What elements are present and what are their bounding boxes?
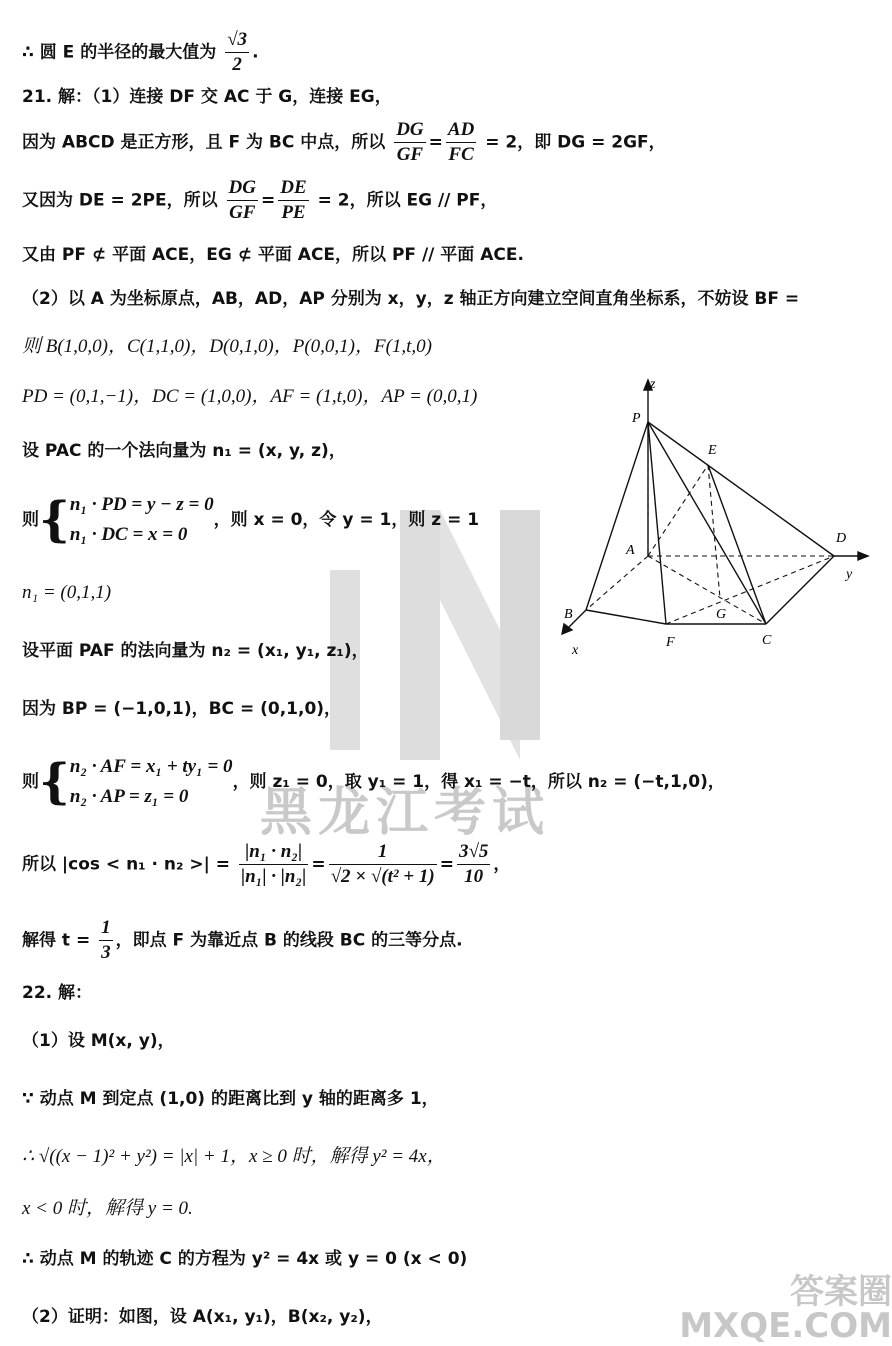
logo-line-2: MXQE.COM (679, 1306, 892, 1346)
line-normal-paf: 设平面 PAF 的法向量为 n₂ = (x₁, y₁, z₁)， (22, 641, 369, 661)
watermark-text: 黑龙江考试 (260, 782, 551, 843)
edge-pf (648, 422, 666, 624)
line-cosine: 所以 |cos < n₁ · n₂ >| = $\frac{\text{|n₁ · n₂|}}{\text{|n₁| · |n₂|}}$ = $\frac{1}{\text{√2 × √(t² + 1)}}$ = $\frac{3√5}{10}$ ， (22, 841, 511, 887)
line-de-2pe: 又因为 DE = 2PE，所以 $\frac{DG}{GF}$ = $\frac{DE}{PE}$ = 2，所以 EG // PF， (22, 177, 498, 223)
label-d: D (836, 531, 847, 546)
fraction: $\frac{√3}{2}$ (227, 29, 248, 75)
fraction: $\frac{DG}{GF}$ (228, 177, 256, 223)
edge-cd (766, 556, 834, 624)
edge-fd (666, 556, 834, 624)
label-e: E (708, 443, 717, 458)
line-vectors: PD = (0,1,−1)，DC = (1,0,0)，AF = (1,t,0)，AP = (0,0,1) (22, 386, 478, 407)
line-coordinate-setup: （2）以 A 为坐标原点，AB，AD，AP 分别为 x，y，z 轴正方向建立空间直角坐标系，不妨设 BF = (22, 289, 800, 309)
fraction: $\frac{1}{3}$ (101, 917, 111, 963)
line-n1-result: n₁ = (0,1,1) (22, 582, 112, 603)
line-distance-equation: ∴ √((x − 1)² + y²) = |x| + 1，x ≥ 0 时，解得 y² = 4x， (22, 1146, 446, 1167)
line-q21-heading: 21. 解：（1）连接 DF 交 AC 于 G，连接 EG， (22, 87, 392, 107)
edge-pc (648, 422, 766, 624)
line-set-m: （1）设 M(x, y)， (22, 1031, 175, 1051)
edge-pb (586, 422, 648, 610)
label-b: B (564, 607, 573, 622)
label-f: F (666, 635, 675, 650)
fraction: $\frac{1}{\text{√2 × √(t² + 1)}}$ (330, 841, 435, 887)
edge-ec (708, 465, 766, 624)
fraction: $\frac{DG}{GF}$ (396, 119, 424, 165)
logo-line-1: 答案圈 (790, 1272, 892, 1312)
line-point-coords: 则 B(1,0,0)，C(1,1,0)，D(0,1,0)，P(0,0,1)，F(1,t,0) (22, 336, 433, 357)
line-system-2: 则{ n₂ · AF = x₁ + ty₁ = 0 n₂ · AP = z₁ = 0 ，则 z₁ = 0，取 y₁ = 1，得 x₁ = −t，所以 n₂ = (−t,1,0)， (22, 754, 725, 810)
edge-bf (586, 610, 666, 624)
label-z: z (650, 377, 656, 392)
label-c: C (762, 633, 772, 648)
fraction: $\frac{\text{|n₁ · n₂|}}{\text{|n₁| · |n₂|}}$ (240, 841, 307, 887)
line-pf-parallel: 又由 PF ⊄ 平面 ACE，EG ⊄ 平面 ACE，所以 PF // 平面 ACE. (22, 245, 524, 265)
label-a: A (626, 543, 635, 558)
equation-system: n₂ · AF = x₁ + ty₁ = 0 n₂ · AP = z₁ = 0 (69, 756, 233, 807)
line-bp-bc: 因为 BP = (−1,0,1)，BC = (0,1,0)， (22, 699, 342, 719)
label-x: x (572, 643, 579, 658)
line-proof-setup: （2）证明：如图，设 A(x₁, y₁)，B(x₂, y₂)， (22, 1307, 383, 1327)
edge-pd (648, 422, 834, 556)
fraction: $\frac{AD}{FC}$ (447, 119, 475, 165)
fraction: $\frac{3√5}{10}$ (458, 841, 489, 887)
line-trajectory: ∴ 动点 M 的轨迹 C 的方程为 y² = 4x 或 y = 0 (x < 0) (22, 1249, 468, 1269)
label-g: G (716, 607, 727, 622)
line-q22-heading: 22. 解： (22, 983, 93, 1003)
label-p: P (632, 411, 641, 426)
line-solve-t: 解得 t = $\frac{1}{3}$ ，即点 F 为靠近点 B 的线段 BC 的三等分点. (22, 917, 463, 963)
site-watermark-logo (679, 1272, 892, 1346)
label-y: y (846, 567, 853, 582)
fraction: $\frac{DE}{PE}$ (280, 177, 307, 223)
y-axis-arrow (858, 552, 868, 560)
line-square-midpoint: 因为 ABCD 是正方形，且 F 为 BC 中点，所以 $\frac{DG}{GF}$ = $\frac{AD}{FC}$ = 2，即 DG = 2GF， (22, 119, 666, 165)
edge-eg (708, 465, 720, 598)
pyramid-diagram (546, 372, 876, 662)
equation-system: n₁ · PD = y − z = 0 n₁ · DC = x = 0 (69, 494, 214, 545)
line-distance-condition: ∵ 动点 M 到定点 (1,0) 的距离比到 y 轴的距离多 1， (22, 1089, 439, 1109)
line-normal-pac: 设 PAC 的一个法向量为 n₁ = (x, y, z)， (22, 441, 346, 461)
line-radius-max: ∴ 圆 E 的半径的最大值为 $\frac{√3}{2}$ . (22, 29, 259, 75)
text: ∴ 圆 E 的半径的最大值为 (22, 42, 217, 63)
line-x-negative: x < 0 时，解得 y = 0. (22, 1198, 193, 1219)
line-system-1: 则{ n₁ · PD = y − z = 0 n₁ · DC = x = 0 ，则 x = 0，令 y = 1，则 z = 1 (22, 492, 480, 548)
